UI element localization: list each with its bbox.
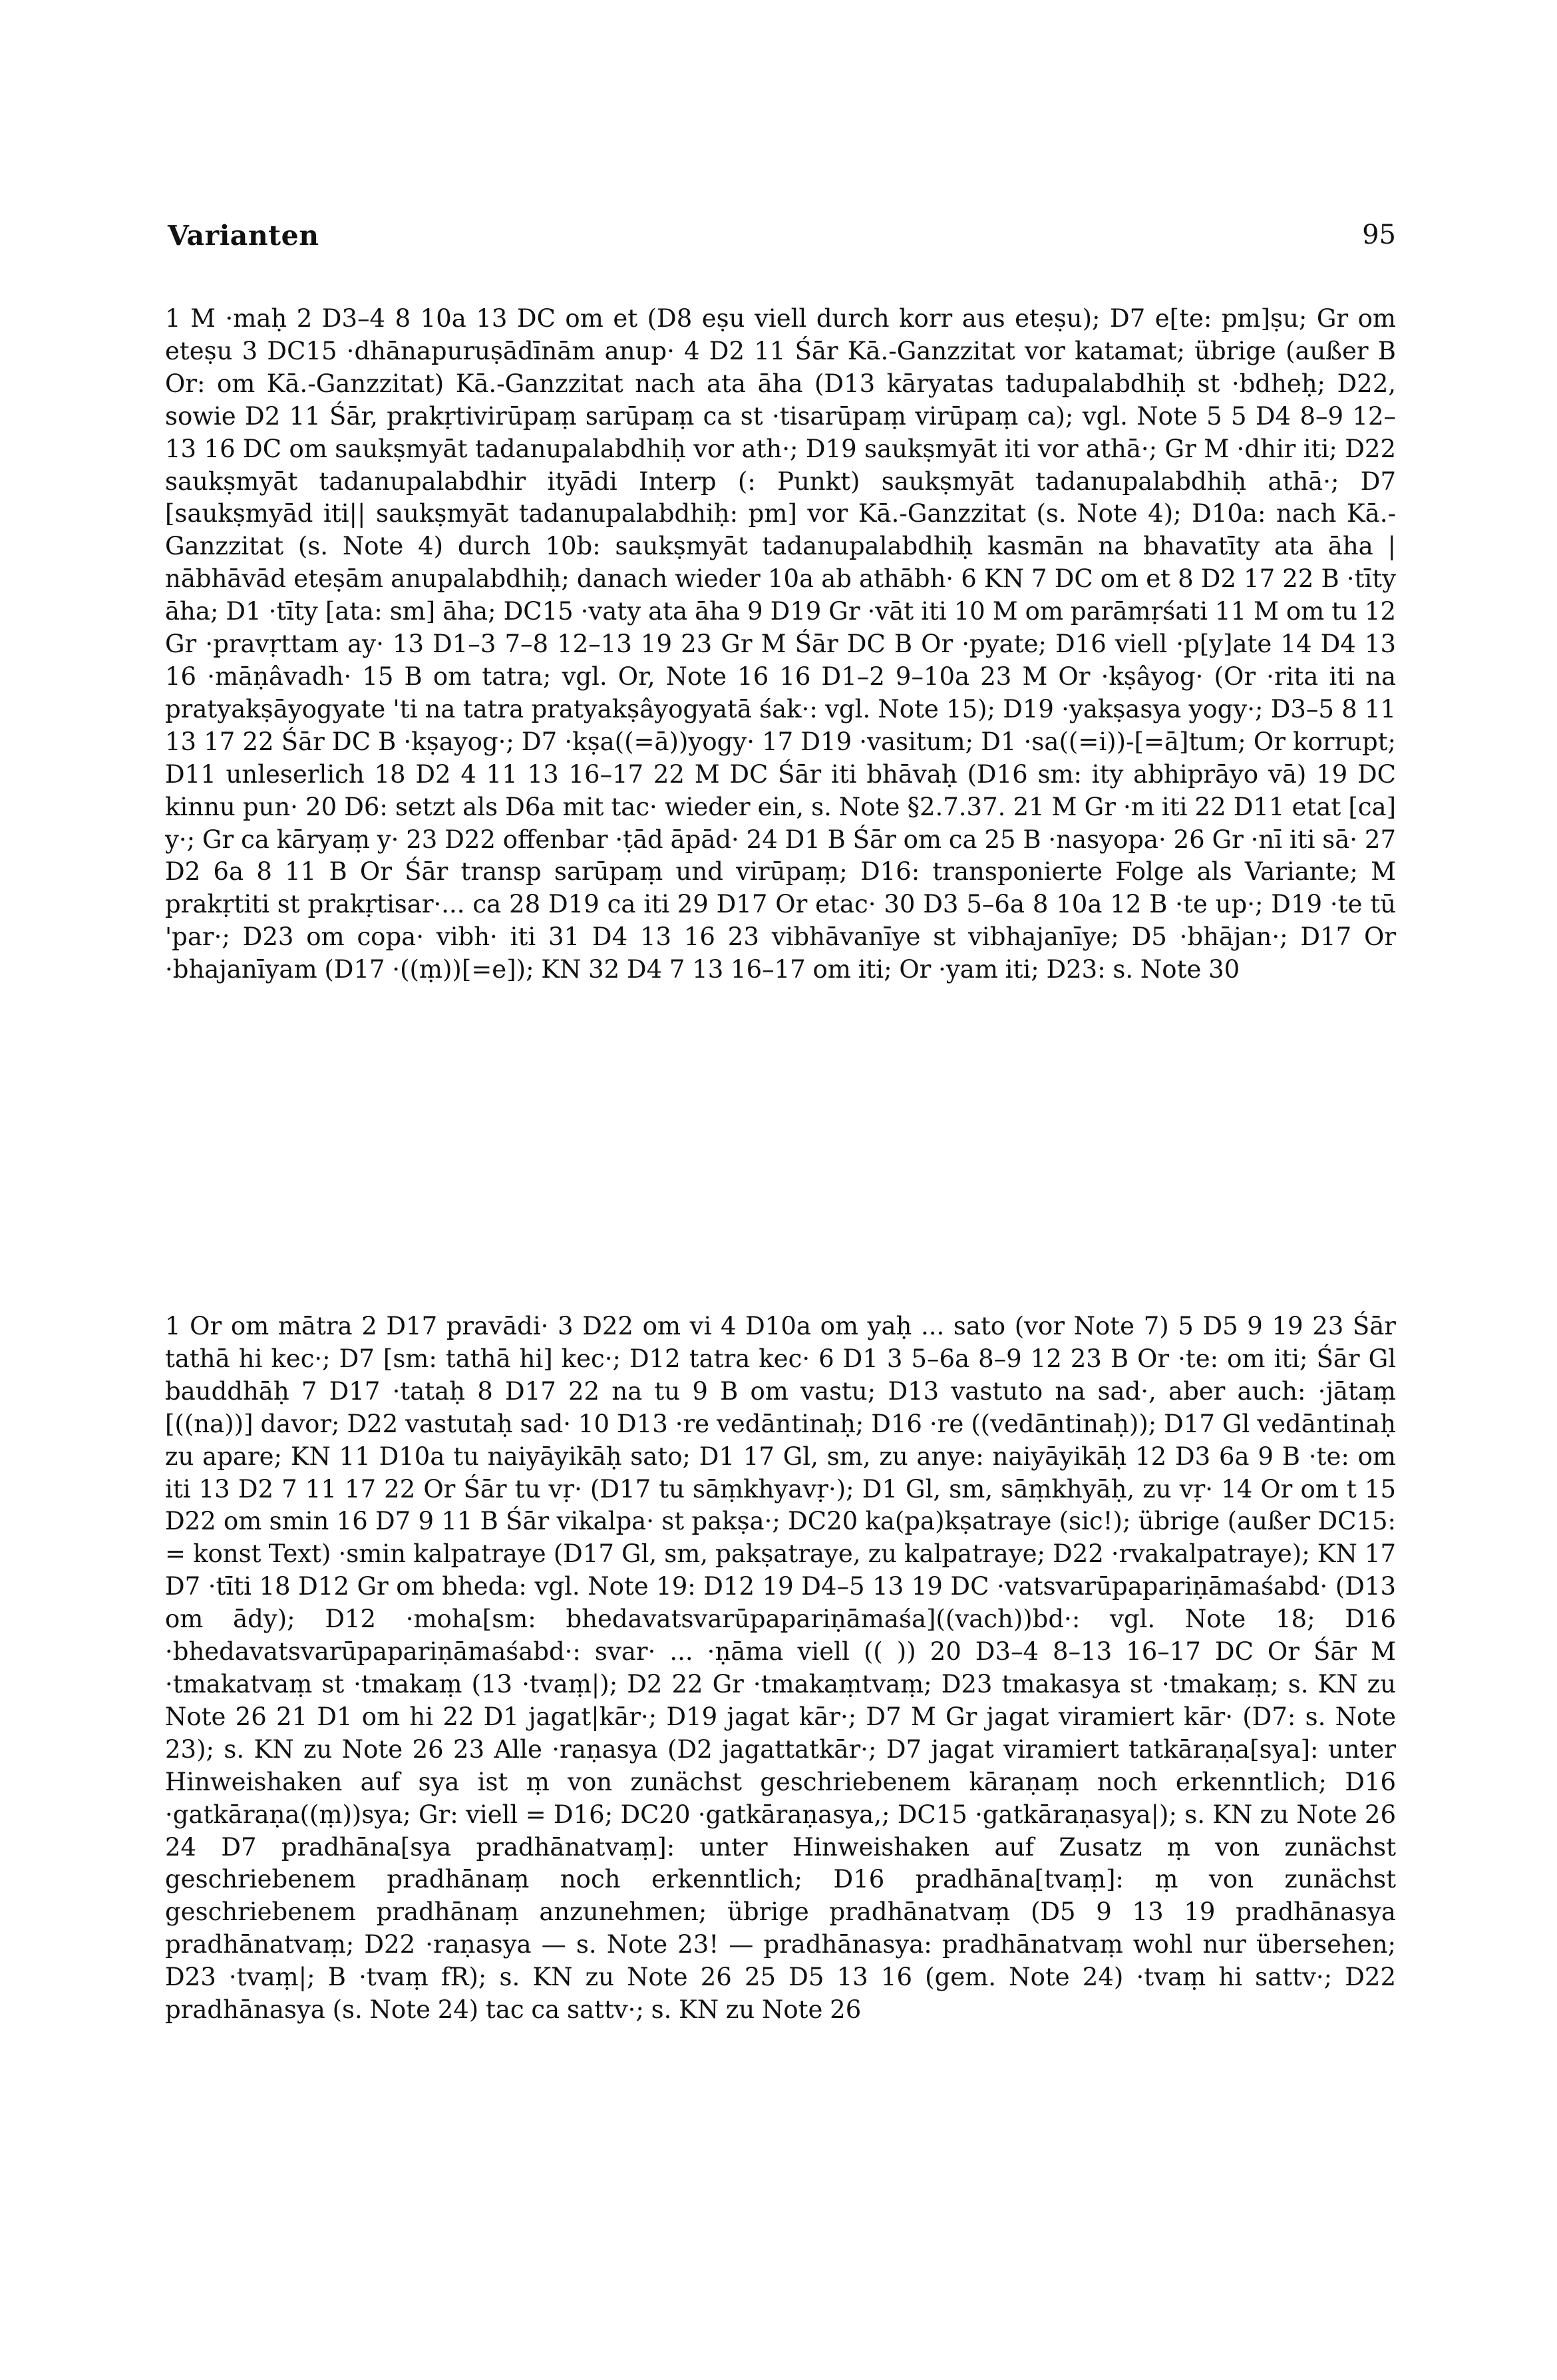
page-number: 95 <box>1362 220 1396 250</box>
apparatus-block: 1 Or om mātra 2 D17 pravādi· 3 D22 om vi 4 D10a om yaḥ ... sato (vor Note 7) 5 D5 9 19 23 Śār tathā hi kec·; D7 [sm: tathā hi] kec·; D12 tatra kec· 6 D1 3 5–6a 8–9 12 23 B Or ·te: om iti; Śār Gl bauddhāḥ 7 D17 ·tataḥ 8 D17 22 na tu 9 B om vastu; D13 vastuto na sad·, aber auch: ·jātaṃ [((na))] davor; D22 vastutaḥ sad· 10 D13 ·re vedāntinaḥ; D16 ·re ((vedāntinaḥ)); D17 Gl vedāntinaḥ zu apare; KN 11 D10a tu naiyāyikāḥ sato; D1 17 Gl, sm, zu anye: naiyāyikāḥ 12 D3 6a 9 B ·te: om iti 13 D2 7 11 17 22 Or Śār tu vṛ· (D17 tu sāṃkhyavṛ·); D1 Gl, sm, sāṃkhyāḥ, zu vṛ· 14 Or om t 15 D22 om smin 16 D7 9 11 B Śār vikalpa· st pakṣa·; DC20 ka(pa)kṣatraye (sic!); übrige (außer DC15: = konst Text) ·smin kalpatraye (D17 Gl, sm, pakṣatraye, zu kalpatraye; D22 ·rvakalpatraye); KN 17 D7 ·tīti 18 D12 Gr om bheda: vgl. Note 19: D12 19 D4–5 13 19 DC ·vatsvarūpapariṇāmaśabd· (D13 om ādy); D12 ·moha[sm: bhedavatsvarūpapariṇāmaśa]((vach))bd·: vgl. Note 18; D16 ·bhedavatsvarūpapariṇāmaśabd·: svar· ... ·ṇāma viell (( )) 20 D3–4 8–13 16–17 DC Or Śār M ·tmakatvaṃ st ·tmakaṃ (13 ·tvaṃ|); D2 22 Gr ·tmakaṃtvaṃ; D23 tmakasya st ·tmakaṃ; s. KN zu Note 26 21 D1 om hi 22 D1 jagat|kār·; D19 jagat kār·; D7 M Gr jagat viramiert kār· (D7: s. Note 23); s. KN zu Note 26 23 Alle ·raṇasya (D2 jagattatkār·; D7 jagat viramiert tatkāraṇa[sya]: unter Hinweishaken auf sya ist ṃ von zunächst geschriebenem kāraṇaṃ noch erkenntlich; D16 ·gatkāraṇa((ṃ))sya; Gr: viell = D16; DC20 ·gatkāraṇasya,; DC15 ·gatkāraṇasya|); s. KN zu Note 26 24 D7 pradhāna[sya pradhānatvaṃ]: unter Hinweishaken auf Zusatz ṃ von zunächst geschriebenem pradhānaṃ noch erkenntlich; D16 pradhāna[tvaṃ]: ṃ von zunächst geschriebenem pradhānaṃ anzunehmen; übrige pradhānatvaṃ (D5 9 13 19 pradhānasya pradhānatvaṃ; D22 ·raṇasya — s. Note 23! — pradhānasya: pradhānatvaṃ wohl nur übersehen; D23 ·tvaṃ|; B ·tvaṃ fR); s. KN zu Note 26 25 D5 13 16 (gem. Note 24) ·tvaṃ hi sattv·; D22 pradhānasya (s. Note 24) tac ca sattv·; s. KN zu Note 26 <box>165 1312 1396 2025</box>
apparatus-block: 1 M ·maḥ 2 D3–4 8 10a 13 DC om et (D8 eṣu viell durch korr aus eteṣu); D7 e[te: pm]ṣu; Gr om eteṣu 3 DC15 ·dhānapuruṣādīnām anup· 4 D2 11 Śār Kā.-Ganzzitat vor katamat; übrige (außer B Or: om Kā.-Ganzzitat) Kā.-Ganzzitat nach ata āha (D13 kāryatas tadupalabdhiḥ st ·bdheḥ; D22, sowie D2 11 Śār, prakṛtivirūpaṃ sarūpaṃ ca st ·tisarūpaṃ virūpaṃ ca); vgl. Note 5 5 D4 8–9 12–13 16 DC om saukṣmyāt tadanupalabdhiḥ vor ath·; D19 saukṣmyāt iti vor athā·; Gr M ·dhir iti; D22 saukṣmyāt tadanupalabdhir ityādi Interp (: Punkt) saukṣmyāt tadanupalabdhiḥ athā·; D7 [saukṣmyād iti|| saukṣmyāt tadanupalabdhiḥ: pm] vor Kā.-Ganzzitat (s. Note 4); D10a: nach Kā.-Ganzzitat (s. Note 4) durch 10b: saukṣmyāt tadanupalabdhiḥ kasmān na bhavatīty ata āha | nābhāvād eteṣām anupalabdhiḥ; danach wieder 10a ab athābh· 6 KN 7 DC om et 8 D2 17 22 B ·tīty āha; D1 ·tīty [ata: sm] āha; DC15 ·vaty ata āha 9 D19 Gr ·vāt iti 10 M om parāmṛśati 11 M om tu 12 Gr ·pravṛttam ay· 13 D1–3 7–8 12–13 19 23 Gr M Śār DC B Or ·pyate; D16 viell ·p[y]ate 14 D4 13 16 ·māṇâvadh· 15 B om tatra; vgl. Or, Note 16 16 D1–2 9–10a 23 M Or ·kṣâyog· (Or ·rita iti na pratyakṣāyogyate 'ti na tatra pratyakṣâyogyatā śak·: vgl. Note 15); D19 ·yakṣasya yogy·; D3–5 8 11 13 17 22 Śār DC B ·kṣayog·; D7 ·kṣa((=ā))yogy· 17 D19 ·vasitum; D1 ·sa((=i))-[=ā]tum; Or korrupt; D11 unleserlich 18 D2 4 11 13 16–17 22 M DC Śār iti bhāvaḥ (D16 sm: ity abhiprāyo vā) 19 DC kinnu pun· 20 D6: setzt als D6a mit tac· wieder ein, s. Note §2.7.37. 21 M Gr ·m iti 22 D11 etat [ca] y·; Gr ca kāryaṃ y· 23 D22 offenbar ·ṭād āpād· 24 D1 B Śār om ca 25 B ·nasyopa· 26 Gr ·nī iti sā· 27 D2 6a 8 11 B Or Śār transp sarūpaṃ und virūpaṃ; D16: transponierte Folge als Variante; M prakṛtiti st prakṛtisar·... ca 28 D19 ca iti 29 D17 Or etac· 30 D3 5–6a 8 10a 12 B ·te up·; D19 ·te tū 'par·; D23 om copa· vibh· iti 31 D4 13 16 23 vibhāvanīye st vibhajanīye; D5 ·bhājan·; D17 Or ·bhajanīyam (D17 ·((ṃ))[=e]); KN 32 D4 7 13 16–17 om iti; Or ·yam iti; D23: s. Note 30 <box>165 304 1396 984</box>
running-header <box>165 220 1396 260</box>
section-title: Varianten <box>168 220 319 252</box>
book-page <box>165 0 1396 2380</box>
